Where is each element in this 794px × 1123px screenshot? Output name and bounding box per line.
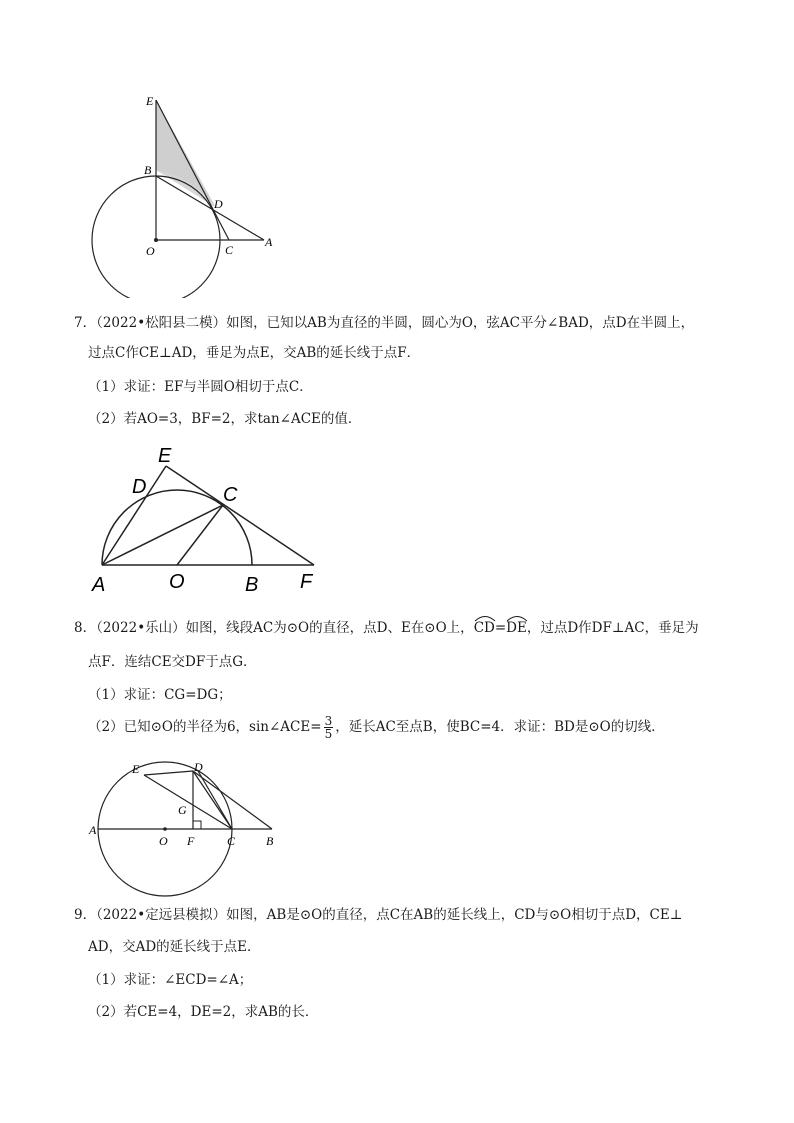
- label-o: O: [159, 834, 168, 848]
- problem7-intro-2: 过点C作CE⊥AD，垂足为点E，交AB的延长线于点F．: [88, 345, 421, 361]
- problem8-intro-1a: 8．（2022•乐山）如图，线段AC为⊙O的直径，点D、E在⊙O上，: [74, 620, 474, 636]
- problem9-question-1: （1）求证：∠ECD=∠A；: [88, 972, 253, 988]
- label-a: A: [92, 574, 106, 596]
- label-b: B: [245, 574, 259, 596]
- label-e: E: [146, 94, 154, 108]
- label-d: D: [132, 476, 147, 498]
- center-dot: [154, 238, 158, 242]
- problem9-question-2: （2）若CE=4，DE=2，求AB的长．: [88, 1004, 319, 1020]
- segment-ed: [144, 771, 193, 775]
- problem7-intro-1: 7．（2022•松阳县二模）如图，已知以AB为直径的半圆，圆心为O，弦AC平分∠BAD，点D在半圆上，: [74, 315, 695, 331]
- segment-oc: [177, 505, 223, 565]
- label-o: O: [169, 571, 185, 593]
- arc-cd: CD: [474, 618, 495, 638]
- label-b: B: [144, 163, 152, 177]
- segment-ec: [144, 775, 232, 829]
- label-b: B: [266, 834, 274, 848]
- label-c: C: [227, 834, 236, 848]
- problem8-question-2a: （2）已知⊙O的半径为6，sin∠ACE=: [88, 719, 322, 735]
- arc-equals: =: [494, 620, 507, 636]
- label-a: A: [89, 823, 97, 837]
- problem8-question-2: [88, 713, 665, 741]
- problem8-question-2b: ，延长AC至点B，使BC=4．求证：BD是⊙O的切线．: [335, 719, 665, 735]
- label-g: G: [178, 803, 187, 817]
- right-angle-mark: [193, 821, 201, 829]
- label-e: E: [132, 762, 140, 776]
- figure-problem6: [80, 88, 290, 298]
- label-a: A: [265, 235, 273, 249]
- label-d: D: [194, 760, 203, 774]
- segment-db: [193, 771, 272, 829]
- segment-dc: [193, 771, 232, 829]
- label-o: O: [146, 244, 155, 258]
- problem8-intro-1b: ，过点D作DF⊥AC，垂足为: [526, 620, 699, 636]
- label-c: C: [223, 484, 238, 506]
- label-f: F: [300, 571, 313, 593]
- label-c: C: [225, 243, 234, 257]
- problem9-intro-1: 9．（2022•定远县模拟）如图，AB是⊙O的直径，点C在AB的延长线上，CD与⊙O相切于点D，CE⊥: [74, 907, 683, 923]
- problem8-question-1: （1）求证：CG=DG；: [88, 687, 232, 703]
- figure-problem7: [86, 438, 336, 603]
- problem8-intro-1: [74, 618, 699, 638]
- problem7-question-1: （1）求证：EF与半圆O相切于点C．: [88, 379, 313, 395]
- problem9-intro-2: AD，交AD的延长线于点E．: [88, 939, 261, 955]
- figure-problem8: [86, 757, 296, 897]
- center-dot: [163, 827, 167, 831]
- problem8-intro-2: 点F．连结CE交DF于点G．: [88, 654, 257, 670]
- arc-de: DE: [506, 618, 527, 638]
- segment-ba: [156, 176, 264, 240]
- label-d: D: [214, 197, 223, 211]
- segment-ac: [102, 505, 223, 565]
- problem7-question-2: （2）若AO=3，BF=2，求tan∠ACE的值．: [88, 411, 362, 427]
- segment-dc2: [198, 771, 232, 829]
- fraction-3-5: $\frac{3}{5}$: [324, 714, 333, 741]
- label-e: E: [158, 445, 172, 467]
- label-f: F: [187, 834, 195, 848]
